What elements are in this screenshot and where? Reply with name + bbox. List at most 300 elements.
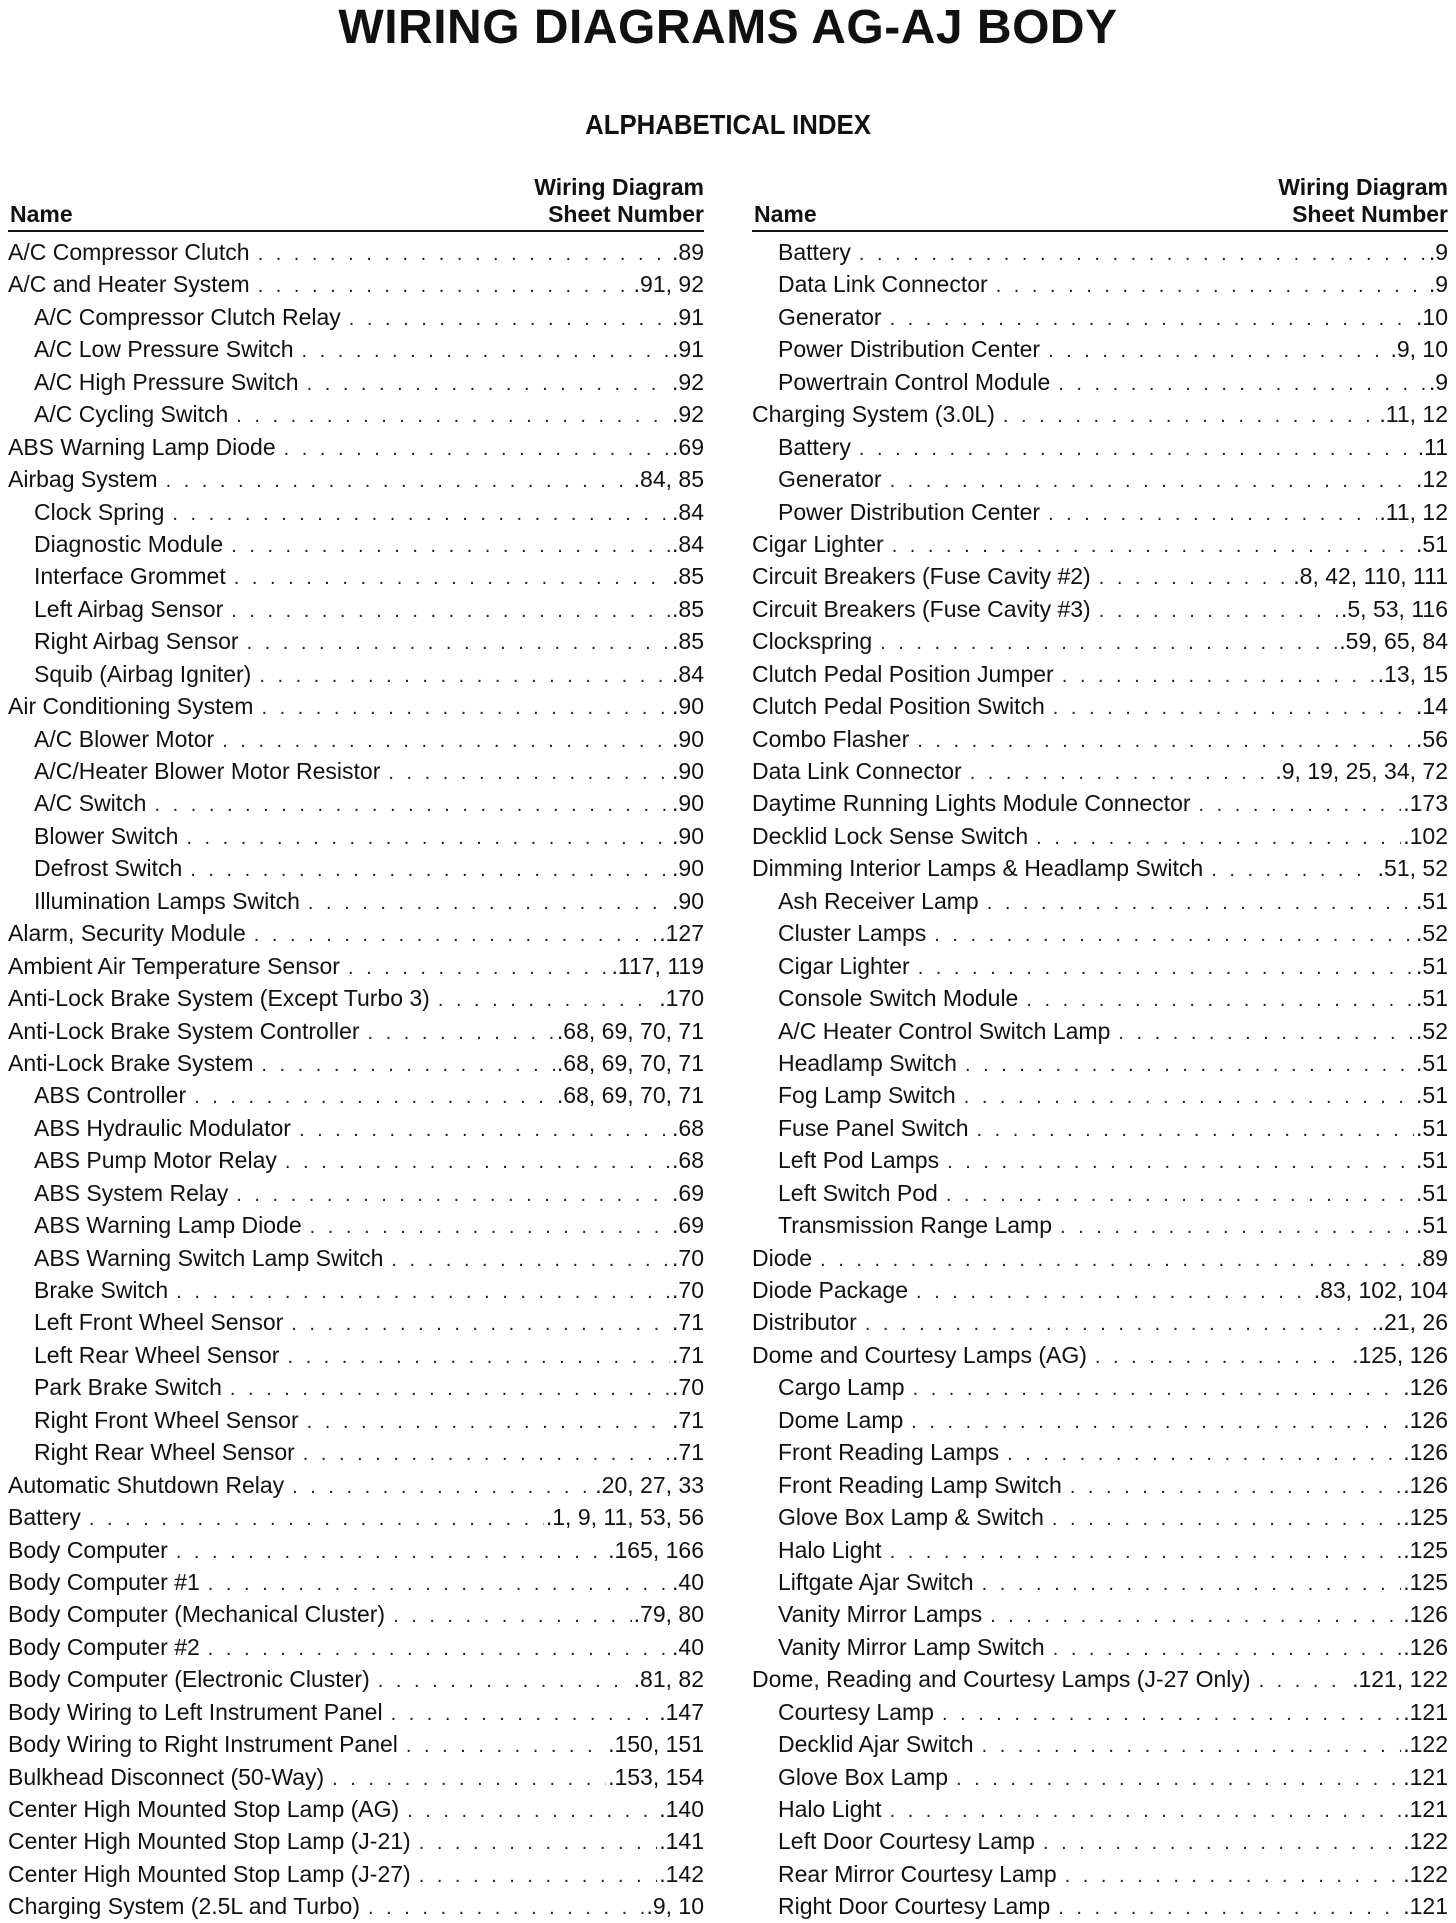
index-entry xyxy=(8,528,704,560)
entry-sheet-number: .85 xyxy=(672,628,704,655)
dot-leader xyxy=(231,595,670,625)
entry-sheet-number: .51 xyxy=(1416,530,1448,557)
entry-name: Center High Mounted Stop Lamp (J-27) xyxy=(8,1860,411,1887)
entry-name: Halo Light xyxy=(778,1536,882,1563)
entry-sheet-number: .70 xyxy=(672,1244,704,1271)
index-entry xyxy=(752,431,1448,463)
entry-sheet-number: .90 xyxy=(672,693,704,720)
entry-sheet-number: .71 xyxy=(672,1309,704,1336)
dot-leader xyxy=(166,465,632,495)
dot-leader xyxy=(1053,1633,1402,1663)
index-entry xyxy=(752,1890,1448,1922)
entry-name: Left Switch Pod xyxy=(778,1179,938,1206)
dot-leader xyxy=(911,1406,1401,1436)
index-entry xyxy=(752,1728,1448,1760)
entry-sheet-number: .121 xyxy=(1403,1893,1448,1920)
entry-name: Left Front Wheel Sensor xyxy=(34,1309,284,1336)
entry-name: A/C/Heater Blower Motor Resistor xyxy=(34,758,381,784)
dot-leader xyxy=(917,725,1414,755)
index-entry xyxy=(752,1534,1448,1566)
index-entry xyxy=(752,1079,1448,1111)
entry-name: Halo Light xyxy=(778,1796,882,1822)
dot-leader xyxy=(1048,335,1388,365)
sheet-header-line1: Wiring Diagram xyxy=(534,174,704,200)
index-entry xyxy=(752,496,1448,528)
entry-name: Ash Receiver Lamp xyxy=(778,887,979,914)
dot-leader xyxy=(996,270,1427,300)
entry-name: Left Airbag Sensor xyxy=(34,595,224,622)
index-entry xyxy=(752,301,1448,333)
page-title: WIRING DIAGRAMS AG-AJ BODY xyxy=(338,1,1118,54)
index-entry xyxy=(8,268,704,300)
entry-sheet-number: .126 xyxy=(1403,1439,1448,1466)
entry-sheet-number: .84, 85 xyxy=(633,466,704,493)
entry-sheet-number: .89 xyxy=(1416,1244,1448,1271)
dot-leader xyxy=(946,1179,1414,1209)
index-entry xyxy=(752,1306,1448,1338)
index-entry xyxy=(8,1890,704,1922)
index-entry xyxy=(8,1598,704,1630)
dot-leader xyxy=(154,789,670,819)
dot-leader xyxy=(1058,1892,1401,1922)
dot-leader xyxy=(393,1600,632,1630)
index-entry xyxy=(752,1177,1448,1209)
dot-leader xyxy=(332,1763,606,1793)
entry-name: Anti-Lock Brake System Controller xyxy=(8,1017,360,1044)
dot-leader xyxy=(1053,692,1414,722)
dot-leader xyxy=(859,433,1416,463)
sheet-number-header xyxy=(534,174,704,228)
index-entry xyxy=(752,1242,1448,1274)
dot-leader xyxy=(1058,368,1427,398)
dot-leader xyxy=(890,303,1414,333)
dot-leader xyxy=(1003,400,1377,430)
entry-name: Body Computer xyxy=(8,1536,168,1563)
entry-sheet-number: .9, 10 xyxy=(1390,336,1448,363)
dot-leader xyxy=(259,660,670,690)
index-entry xyxy=(8,593,704,625)
dot-leader xyxy=(1199,789,1402,819)
index-entry xyxy=(752,1696,1448,1728)
dot-leader xyxy=(987,887,1414,917)
entry-sheet-number: .5, 53, 116 xyxy=(1341,595,1448,622)
dot-leader xyxy=(880,627,1337,657)
entry-name: A/C Cycling Switch xyxy=(34,401,229,428)
entry-sheet-number: .14 xyxy=(1416,693,1448,720)
entry-name: Charging System (3.0L) xyxy=(752,401,995,428)
dot-leader xyxy=(236,400,670,430)
entry-name: Cigar Lighter xyxy=(752,530,884,557)
entry-sheet-number: .127 xyxy=(659,920,704,947)
entry-sheet-number: .52 xyxy=(1416,920,1448,947)
dot-leader xyxy=(186,822,670,852)
index-entry xyxy=(8,917,704,949)
dot-leader xyxy=(965,1049,1414,1079)
entry-sheet-number: .69 xyxy=(672,433,704,460)
index-entry xyxy=(752,463,1448,495)
entry-sheet-number: .90 xyxy=(672,758,704,784)
dot-leader xyxy=(820,1244,1414,1274)
entry-name: Combo Flasher xyxy=(752,725,910,752)
entry-name: Power Distribution Center xyxy=(778,498,1041,525)
entry-sheet-number: .117, 119 xyxy=(611,952,704,979)
index-entry xyxy=(8,755,704,787)
entry-sheet-number: .91, 92 xyxy=(633,271,704,298)
dot-leader xyxy=(291,1308,670,1338)
index-entry xyxy=(8,787,704,819)
dot-leader xyxy=(194,1081,555,1111)
entry-sheet-number: .51 xyxy=(1416,887,1448,914)
index-entry xyxy=(752,820,1448,852)
entry-name: Body Computer (Mechanical Cluster) xyxy=(8,1601,386,1628)
entry-name: A/C and Heater System xyxy=(8,271,250,298)
entry-name: Right Airbag Sensor xyxy=(34,628,239,655)
dot-leader xyxy=(303,1438,670,1468)
index-column-left xyxy=(8,168,704,1923)
entry-sheet-number: .9, 19, 25, 34, 72 xyxy=(1275,758,1448,784)
entry-name: Power Distribution Center xyxy=(778,336,1041,363)
entry-sheet-number: .51, 52 xyxy=(1377,855,1448,882)
index-entry xyxy=(8,690,704,722)
entry-name: Automatic Shutdown Relay xyxy=(8,1471,285,1498)
entry-name: Cigar Lighter xyxy=(778,952,910,979)
entry-name: Dimming Interior Lamps & Headlamp Switch xyxy=(752,855,1204,882)
index-title: ALPHABETICAL INDEX xyxy=(585,109,871,140)
entry-sheet-number: .79, 80 xyxy=(633,1601,704,1628)
dot-leader xyxy=(406,1730,606,1760)
dot-leader xyxy=(236,1179,670,1209)
column-header xyxy=(752,168,1448,232)
entry-sheet-number: .11 xyxy=(1417,433,1448,460)
entry-name: Defrost Switch xyxy=(34,855,183,882)
index-entry xyxy=(8,236,704,268)
entry-name: Glove Box Lamp xyxy=(778,1763,949,1790)
entry-sheet-number: .9 xyxy=(1428,368,1448,395)
dot-leader xyxy=(1007,1438,1401,1468)
index-entry xyxy=(8,658,704,690)
entry-sheet-number: .1, 9, 11, 53, 56 xyxy=(545,1504,704,1531)
index-entry xyxy=(8,560,704,592)
dot-leader xyxy=(1060,1211,1414,1241)
index-entry xyxy=(8,982,704,1014)
entry-sheet-number: .51 xyxy=(1416,1212,1448,1239)
dot-leader xyxy=(916,1276,1312,1306)
entry-sheet-number: .126 xyxy=(1403,1633,1448,1660)
entry-sheet-number: .122 xyxy=(1403,1860,1448,1887)
index-entry xyxy=(752,1339,1448,1371)
dot-leader xyxy=(890,1795,1402,1825)
entry-name: Body Computer #2 xyxy=(8,1633,200,1660)
entry-name: Fog Lamp Switch xyxy=(778,1082,956,1109)
entry-sheet-number: .51 xyxy=(1416,1179,1448,1206)
index-entry xyxy=(752,1112,1448,1144)
entry-name: Clutch Pedal Position Switch xyxy=(752,693,1045,720)
entry-name: Courtesy Lamp xyxy=(778,1698,934,1725)
entry-name: Cargo Lamp xyxy=(778,1374,905,1401)
dot-leader xyxy=(1099,595,1339,625)
index-entry xyxy=(752,1663,1448,1695)
entry-sheet-number: .90 xyxy=(672,790,704,817)
index-entry xyxy=(8,1371,704,1403)
entry-name: Interface Grommet xyxy=(34,563,226,590)
entry-name: Data Link Connector xyxy=(752,758,962,784)
dot-leader xyxy=(913,1373,1402,1403)
entry-name: Left Rear Wheel Sensor xyxy=(34,1341,280,1368)
dot-leader xyxy=(234,562,670,592)
entry-sheet-number: .90 xyxy=(672,822,704,849)
dot-leader xyxy=(254,919,657,949)
entry-name: Vanity Mirror Lamps xyxy=(778,1601,983,1628)
entry-sheet-number: .150, 151 xyxy=(608,1731,704,1758)
entry-name: Air Conditioning System xyxy=(8,693,254,720)
dot-leader xyxy=(284,433,670,463)
entry-sheet-number: .71 xyxy=(672,1341,704,1368)
index-entry xyxy=(752,398,1448,430)
entry-name: Diode xyxy=(752,1244,813,1271)
index-entry xyxy=(8,1761,704,1793)
dot-leader xyxy=(976,1114,1414,1144)
dot-leader xyxy=(261,1049,555,1079)
index-entry xyxy=(752,1631,1448,1663)
dot-leader xyxy=(1099,562,1292,592)
entry-name: Transmission Range Lamp xyxy=(778,1212,1052,1239)
entry-sheet-number: .91 xyxy=(672,336,704,363)
entry-name: Vanity Mirror Lamp Switch xyxy=(778,1633,1045,1660)
entry-sheet-number: .170 xyxy=(659,985,704,1012)
entry-sheet-number: .13, 15 xyxy=(1377,660,1448,687)
entry-name: Front Reading Lamps xyxy=(778,1439,1000,1466)
index-column-right xyxy=(752,168,1448,1923)
entry-sheet-number: .70 xyxy=(672,1374,704,1401)
dot-leader xyxy=(89,1503,544,1533)
dot-leader xyxy=(1048,498,1377,528)
entry-sheet-number: .173 xyxy=(1403,790,1448,817)
sheet-header-line1: Wiring Diagram xyxy=(1278,174,1448,200)
entry-sheet-number: .68, 69, 70, 71 xyxy=(556,1017,704,1044)
index-entry xyxy=(752,1825,1448,1857)
entry-sheet-number: .141 xyxy=(659,1828,704,1855)
entry-sheet-number: .68 xyxy=(672,1114,704,1141)
index-entry xyxy=(8,1858,704,1890)
index-entry xyxy=(8,1047,704,1079)
entry-sheet-number: .11, 12 xyxy=(1379,401,1448,428)
entry-name: ABS Warning Switch Lamp Switch xyxy=(34,1244,384,1271)
index-entry xyxy=(752,1566,1448,1598)
dot-leader xyxy=(1118,1017,1414,1047)
dot-leader xyxy=(438,984,657,1014)
entry-sheet-number: .21, 26 xyxy=(1377,1309,1448,1336)
dot-leader xyxy=(1070,1471,1401,1501)
index-entry xyxy=(752,885,1448,917)
index-entry xyxy=(8,1793,704,1825)
entry-name: Battery xyxy=(778,433,851,460)
index-entry xyxy=(8,398,704,430)
index-entry xyxy=(752,982,1448,1014)
entry-name: Left Door Courtesy Lamp xyxy=(778,1828,1035,1855)
dot-leader xyxy=(222,725,670,755)
index-entry xyxy=(8,1728,704,1760)
dot-leader xyxy=(247,627,670,657)
entry-sheet-number: .71 xyxy=(672,1406,704,1433)
dot-leader xyxy=(890,1536,1402,1566)
dot-leader xyxy=(285,1146,670,1176)
sheet-header-line2: Sheet Number xyxy=(548,201,704,227)
dot-leader xyxy=(388,757,670,787)
entry-sheet-number: .40 xyxy=(672,1568,704,1595)
dot-leader xyxy=(190,854,670,884)
index-entry xyxy=(8,1566,704,1598)
index-entry xyxy=(752,1274,1448,1306)
entry-name: Anti-Lock Brake System xyxy=(8,1049,254,1076)
index-entry xyxy=(8,1339,704,1371)
index-entry xyxy=(752,1501,1448,1533)
entry-name: Cluster Lamps xyxy=(778,920,927,947)
index-entry xyxy=(8,431,704,463)
dot-leader xyxy=(865,1308,1376,1338)
entry-name: Diagnostic Module xyxy=(34,530,224,557)
entry-sheet-number: .126 xyxy=(1403,1406,1448,1433)
index-entry xyxy=(752,690,1448,722)
entry-name: Fuse Panel Switch xyxy=(778,1114,969,1141)
index-entry xyxy=(8,1306,704,1338)
entry-name: Left Pod Lamps xyxy=(778,1147,940,1174)
dot-leader xyxy=(1095,1341,1350,1371)
entry-name: Anti-Lock Brake System (Except Turbo 3) xyxy=(8,985,430,1012)
entry-name: Right Door Courtesy Lamp xyxy=(778,1893,1051,1920)
entry-sheet-number: .121, 122 xyxy=(1352,1666,1448,1693)
dot-leader xyxy=(419,1860,658,1890)
index-entry xyxy=(752,1469,1448,1501)
index-entry xyxy=(8,496,704,528)
index-entry xyxy=(752,1015,1448,1047)
dot-leader xyxy=(419,1827,658,1857)
entry-sheet-number: .81, 82 xyxy=(633,1666,704,1693)
dot-leader xyxy=(301,335,670,365)
entry-name: Charging System (2.5L and Turbo) xyxy=(8,1893,360,1920)
entry-sheet-number: .125 xyxy=(1403,1536,1448,1563)
dot-leader xyxy=(230,1373,670,1403)
entry-sheet-number: .68, 69, 70, 71 xyxy=(556,1049,704,1076)
entry-sheet-number: .125 xyxy=(1403,1504,1448,1531)
entry-name: A/C High Pressure Switch xyxy=(34,368,299,395)
index-entry xyxy=(752,625,1448,657)
index-entry xyxy=(8,1663,704,1695)
entry-name: Ambient Air Temperature Sensor xyxy=(8,952,340,979)
dot-leader xyxy=(307,368,670,398)
entry-name: Blower Switch xyxy=(34,822,179,849)
dot-leader xyxy=(1026,984,1414,1014)
entry-sheet-number: .126 xyxy=(1403,1471,1448,1498)
entry-sheet-number: .40 xyxy=(672,1633,704,1660)
index-entry xyxy=(8,1501,704,1533)
index-entry xyxy=(8,1144,704,1176)
name-header: Name xyxy=(10,201,73,227)
entry-name: Body Computer #1 xyxy=(8,1568,200,1595)
entry-sheet-number: .102 xyxy=(1403,822,1448,849)
entry-name: Clock Spring xyxy=(34,498,165,525)
dot-leader xyxy=(368,1892,644,1922)
dot-leader xyxy=(176,1276,670,1306)
entry-sheet-number: .8, 42, 110, 111 xyxy=(1293,563,1448,590)
dot-leader xyxy=(258,238,670,268)
index-entry xyxy=(8,950,704,982)
dot-leader xyxy=(407,1795,657,1825)
index-entry xyxy=(752,268,1448,300)
dot-leader xyxy=(176,1536,606,1566)
entry-sheet-number: .69 xyxy=(672,1212,704,1239)
entry-name: ABS System Relay xyxy=(34,1179,229,1206)
entry-sheet-number: .9, 10 xyxy=(646,1893,704,1920)
index-list-right xyxy=(752,236,1448,1923)
entry-sheet-number: .92 xyxy=(672,401,704,428)
entry-sheet-number: .71 xyxy=(672,1439,704,1466)
dot-leader xyxy=(292,1471,593,1501)
index-entry xyxy=(752,787,1448,819)
entry-sheet-number: .11, 12 xyxy=(1379,498,1448,525)
index-entry xyxy=(8,1631,704,1663)
entry-sheet-number: .85 xyxy=(672,595,704,622)
entry-name: ABS Warning Lamp Diode xyxy=(8,433,276,460)
index-entry xyxy=(8,1177,704,1209)
entry-name: Dome, Reading and Courtesy Lamps (J-27 Only) xyxy=(752,1666,1251,1693)
entry-sheet-number: .51 xyxy=(1416,1147,1448,1174)
entry-name: Center High Mounted Stop Lamp (AG) xyxy=(8,1796,400,1822)
entry-sheet-number: .91 xyxy=(672,303,704,330)
index-entry xyxy=(8,625,704,657)
entry-sheet-number: .153, 154 xyxy=(608,1763,704,1790)
dot-leader xyxy=(261,692,670,722)
entry-name: Front Reading Lamp Switch xyxy=(778,1471,1062,1498)
entry-sheet-number: .89 xyxy=(672,239,704,265)
entry-name: Brake Switch xyxy=(34,1277,169,1303)
entry-name: ABS Hydraulic Modulator xyxy=(34,1114,291,1141)
entry-name: Liftgate Ajar Switch xyxy=(778,1568,974,1595)
entry-sheet-number: .125 xyxy=(1403,1568,1448,1595)
entry-sheet-number: .126 xyxy=(1403,1601,1448,1628)
dot-leader xyxy=(208,1568,670,1598)
index-entry xyxy=(752,1371,1448,1403)
dot-leader xyxy=(172,498,670,528)
entry-name: Diode Package xyxy=(752,1277,908,1303)
entry-sheet-number: .51 xyxy=(1416,1049,1448,1076)
index-entry xyxy=(8,333,704,365)
entry-sheet-number: .84 xyxy=(672,530,704,557)
entry-sheet-number: .142 xyxy=(659,1860,704,1887)
index-entry xyxy=(8,1079,704,1111)
dot-leader xyxy=(934,919,1414,949)
entry-sheet-number: .52 xyxy=(1416,1017,1448,1044)
index-entry xyxy=(8,852,704,884)
entry-sheet-number: .83, 102, 104 xyxy=(1313,1277,1448,1303)
entry-name: Clockspring xyxy=(752,628,873,655)
dot-leader xyxy=(859,238,1427,268)
dot-leader xyxy=(970,757,1274,787)
entry-name: Battery xyxy=(8,1504,81,1531)
entry-name: Clutch Pedal Position Jumper xyxy=(752,660,1054,687)
column-header xyxy=(8,168,704,232)
entry-name: Console Switch Module xyxy=(778,985,1019,1012)
entry-name: Circuit Breakers (Fuse Cavity #2) xyxy=(752,563,1091,590)
entry-sheet-number: .56 xyxy=(1416,725,1448,752)
entry-name: Dome and Courtesy Lamps (AG) xyxy=(752,1341,1087,1368)
entry-name: Distributor xyxy=(752,1309,857,1336)
entry-name: Body Wiring to Right Instrument Panel xyxy=(8,1731,398,1758)
dot-leader xyxy=(1043,1827,1401,1857)
dot-leader xyxy=(349,303,670,333)
dot-leader xyxy=(1036,822,1401,852)
entry-name: Bulkhead Disconnect (50-Way) xyxy=(8,1763,325,1790)
index-entry xyxy=(752,1047,1448,1079)
